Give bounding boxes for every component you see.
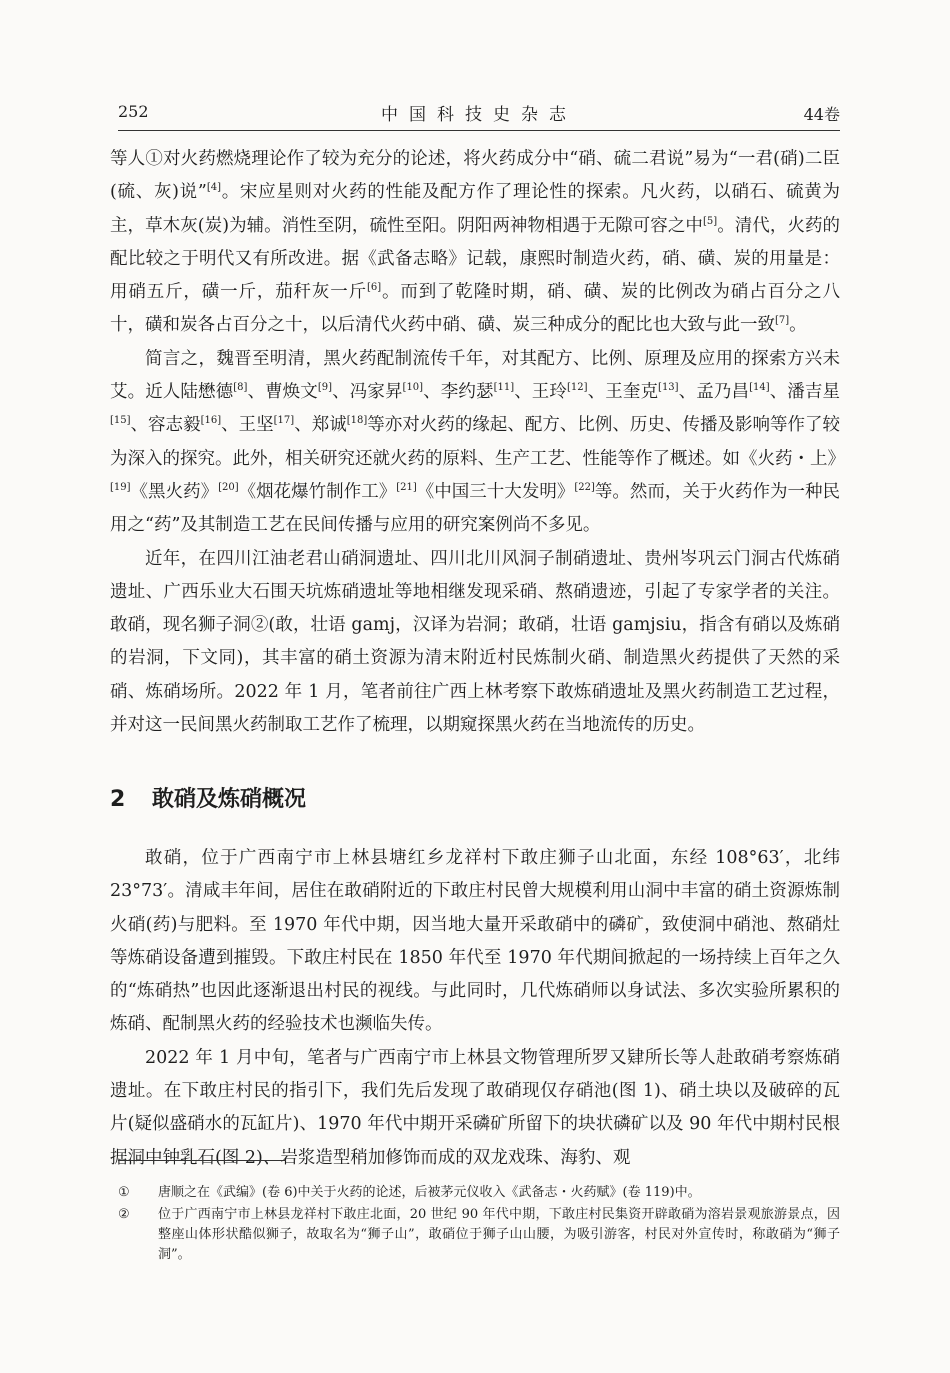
citation-ref: [16] <box>200 415 222 427</box>
section-title: 敢硝及炼硝概况 <box>152 787 307 812</box>
citation-ref: [8] <box>233 382 248 394</box>
text-run: 、郑诚 <box>294 415 347 436</box>
text-run: 、潘吉星 <box>769 382 841 403</box>
text-run: 。 <box>789 315 807 336</box>
text-run: 等人①对火药燃烧理论作了较为充分的论述，将火药成分中“硝、硫二君说”易为“一君(硝)二臣(硫、灰)说” <box>110 149 840 203</box>
text-run: 、容志毅 <box>130 415 201 436</box>
section-heading <box>110 782 840 813</box>
citation-ref: [19] <box>110 481 131 493</box>
text-run: 《烟花爆竹制作工》 <box>238 481 397 502</box>
citation-ref: [17] <box>273 415 295 427</box>
citation-ref: [13] <box>658 382 679 394</box>
citation-ref: [7] <box>775 315 790 327</box>
paragraph <box>110 343 845 543</box>
citation-ref: [10] <box>402 382 424 394</box>
footnote-text: 位于广西南宁市上林县龙祥村下敢庄北面，20 世纪 90 年代中期，下敢庄村民集资开辟敢硝为溶岩景观旅游景点，因整座山体形状酷似狮子，故取名为“狮子山”，敢硝位于狮子山山腰，为吸引游客，村民对外宣传时，称敢硝为“狮子洞”。 <box>158 1207 840 1262</box>
text-run: 、孟乃昌 <box>678 382 750 403</box>
text-run: 近年，在四川江油老君山硝洞遗址、四川北川风洞子制硝遗址、贵州岑巩云门洞古代炼硝遗址、广西乐业大石围天坑炼硝遗址等地相继发现采硝、熬硝遗迹，引起了专家学者的关注。敢硝，现名狮子洞②(敢，壮语 gamj，汉译为岩洞；敢硝，壮语 gamjsiu，指含有硝以及炼硝的岩洞，下文同)，其丰富的硝土资源为清末附近村民炼制火硝、制造黑火药提供了天然的采硝、炼硝场所。2022 年 1 月，笔者前往广西上林考察下敢炼硝遗址及黑火药制造工艺过程，并对这一民间黑火药制取工艺作了梳理，以期窥探黑火药在当地流传的历史。 <box>110 548 840 736</box>
citation-ref: [9] <box>317 382 333 394</box>
paragraph: 敢硝，位于广西南宁市上林县塘红乡龙祥村下敢庄狮子山北面，东经 108°63′，北纬 23°73′。清咸丰年间，居住在敢硝附近的下敢庄村民曾大规模利用山洞中丰富的硝土资源炼制火硝(药)与肥料。至 1970 年代中期，因当地大量开采敢硝中的磷矿，致使洞中硝池、熬硝灶等炼硝设备遭到摧毁。下敢庄村民在 1850 年代至 1970 年代期间掀起的一场持续上百年之久的“炼硝热”也因此逐渐退出村民的视线。与此同时，几代炼硝师以身试法、多次实验所累积的炼硝、配制黑火药的经验技术也濒临失传。 <box>110 848 840 1035</box>
page-number: 252 <box>118 102 149 121</box>
running-header <box>118 96 840 131</box>
journal-title: 中国科技史杂志 <box>381 105 577 125</box>
section-number: 2 <box>110 787 126 812</box>
citation-ref: [12] <box>567 382 588 394</box>
citation-ref: [20] <box>218 481 239 493</box>
citation-ref: [21] <box>396 481 417 493</box>
citation-ref: [5] <box>702 215 718 227</box>
footnote <box>118 1205 840 1265</box>
text-run: 。而到了乾隆时期，硝、磺、炭的比例改为硝占百分之八十，磺和炭各占百分之十，以后清代火药中硝、磺、炭三种成分的配比也大致与此一致 <box>110 282 841 336</box>
text-run: 。宋应星则对火药的性能及配方作了理论性的探索。凡火药，以硝石、硫黄为主，草木灰(炭)为辅。消性至阴，硫性至阳。阴阳两神物相遇于无隙可容之中 <box>110 182 840 236</box>
text-run: 、冯家昇 <box>332 382 403 403</box>
text-run: 《黑火药》 <box>130 481 219 502</box>
text-run: 、李约瑟 <box>423 382 494 403</box>
citation-ref: [6] <box>366 282 382 294</box>
footnotes <box>118 1183 840 1267</box>
section-text <box>110 842 840 1175</box>
paragraph <box>110 143 840 343</box>
text-run: 等亦对火药的缘起、配方、比例、历史、传播及影响等作了较为深入的探究。此外，相关研究还就火药的原料、生产工艺、性能等作了概述。如《火药・上》 <box>110 415 845 469</box>
text-run: 、王奎克 <box>587 382 659 403</box>
footnote-mark: ② <box>118 1207 130 1222</box>
text-run: 、王坚 <box>221 415 274 436</box>
intro-text <box>110 143 845 742</box>
citation-ref: [18] <box>346 415 368 427</box>
citation-ref: [22] <box>574 481 595 493</box>
text-run: 等。然而，关于火药作为一种民用之“药”及其制造工艺在民间传播与应用的研究案例尚不多见。 <box>110 481 841 536</box>
volume-label: 44卷 <box>803 105 840 124</box>
citation-ref: [14] <box>749 382 770 394</box>
text-run: 。清代，火药的配比较之于明代又有所改进。据《武备志略》记载，康熙时制造火药，硝、磺、炭的用量是：用硝五斤，磺一斤，茄秆灰一斤 <box>110 215 841 303</box>
text-run: 简言之，魏晋至明清，黑火药配制流传千年，对其配方、比例、原理及应用的探索方兴未艾。近人陆懋德 <box>110 348 840 403</box>
footnote-text: 唐顺之在《武编》(卷 6)中关于火药的论述，后被茅元仪收入《武备志・火药赋》(卷 119)中。 <box>158 1185 701 1200</box>
text-run: 、曹焕文 <box>247 382 318 403</box>
paragraph <box>110 543 840 743</box>
text-run: 、王玲 <box>514 382 568 403</box>
paragraph: 2022 年 1 月中旬，笔者与广西南宁市上林县文物管理所罗又肄所长等人赴敢硝考察炼硝遗址。在下敢庄村民的指引下，我们先后发现了敢硝现仅存硝池(图 1)、硝土块以及破碎的瓦片(疑似盛硝水的瓦缸片)、1970 年代中期开采磷矿所留下的块状磷矿以及 90 年代中期村民根据洞中钟乳石(图 2)、岩浆造型稍加修饰而成的双龙戏珠、海豹、观 <box>110 1047 840 1168</box>
citation-ref: [15] <box>110 415 131 427</box>
citation-ref: [11] <box>493 382 515 394</box>
footnote-divider <box>118 1160 286 1161</box>
text-run: 《中国三十大发明》 <box>416 481 575 502</box>
citation-ref: [4] <box>206 182 222 194</box>
footnote-mark: ① <box>118 1185 130 1200</box>
footnote <box>118 1183 840 1203</box>
